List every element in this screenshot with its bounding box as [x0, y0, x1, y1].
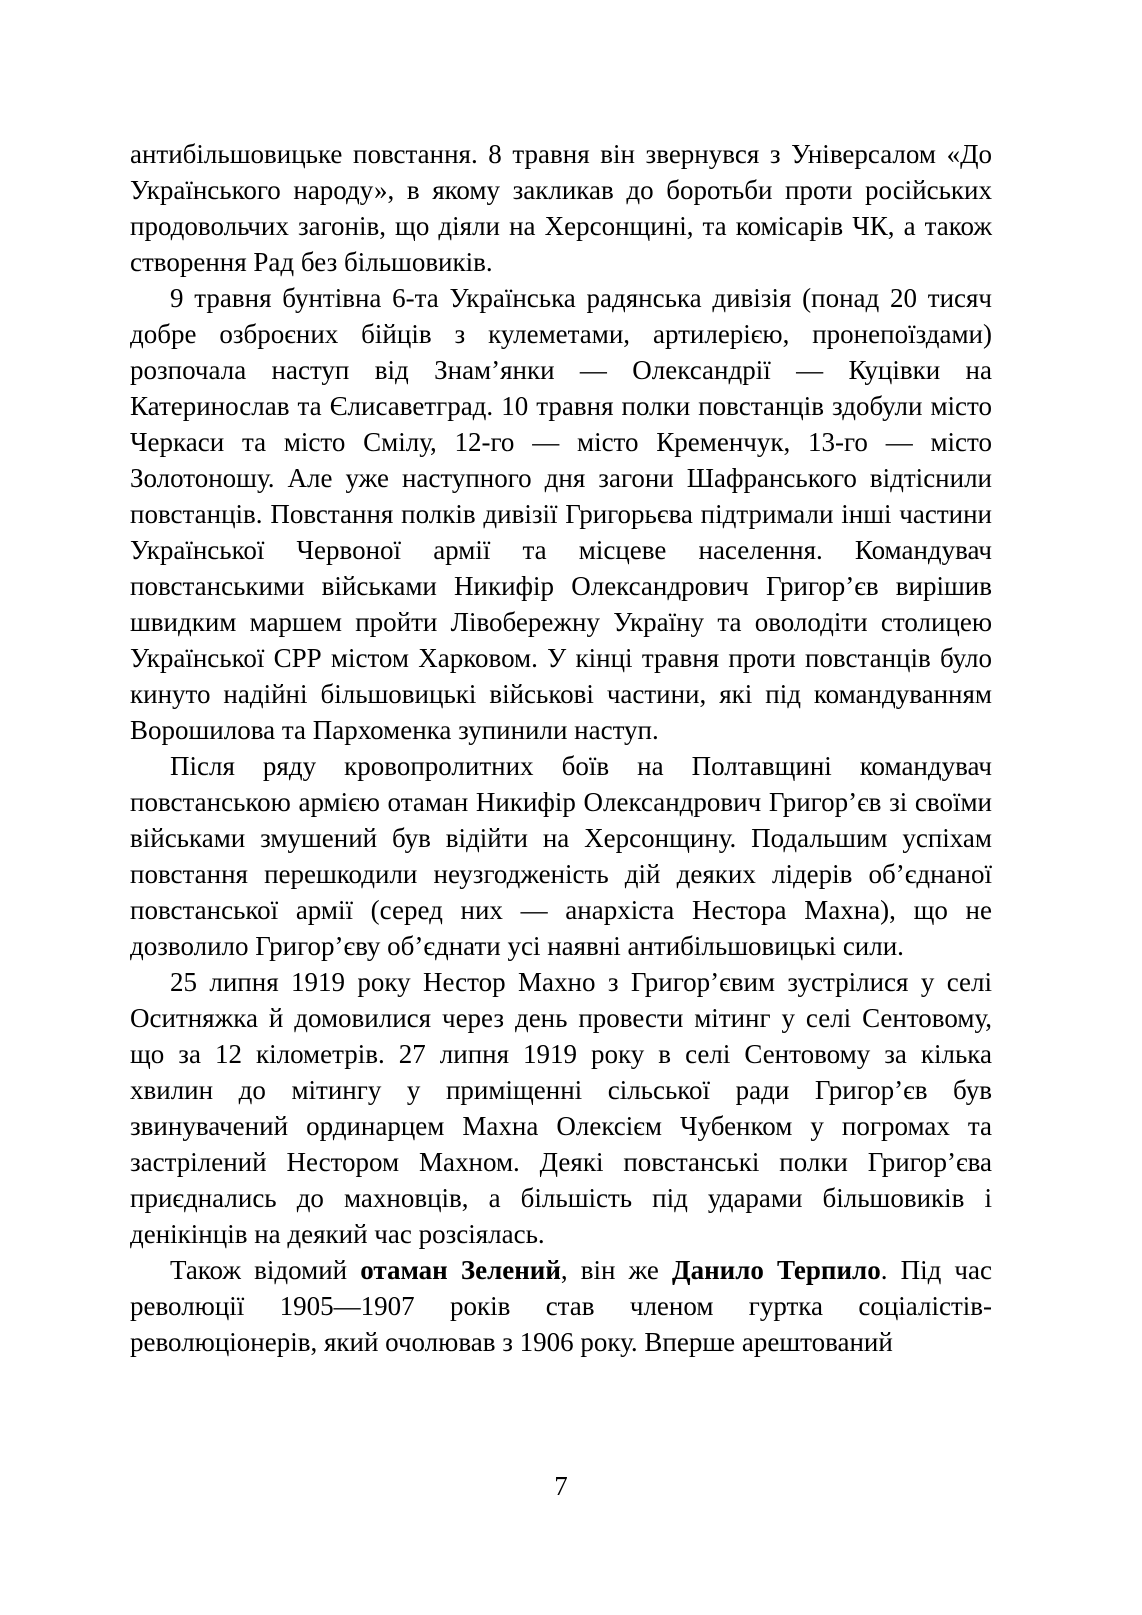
text-run: , він же: [560, 1255, 672, 1285]
text-run: . Під час революції 1905—1907 років став членом гуртка соціалістів-революціонерів, який очолював з 1906 року. Вперше арештований: [130, 1255, 992, 1357]
paragraph: [130, 136, 992, 280]
text-run: Також відомий: [170, 1255, 361, 1285]
text-run: 9 травня бунтівна 6-та Українська радянська дивізія (понад 20 тисяч добре озброєних бійців з кулеметами, артилерією, пронепоїздами) розпочала наступ від Знам’янки — Олександрії — Куцівки на Катеринослав та Єлисаветград. 10 травня полки повстанців здобули місто Черкаси та місто Смілу, 12-го — місто Кременчук, 13-го — місто Золотоношу. Але уже наступного дня загони Шафранського відтіснили повстанців. Повстання полків дивізії Григорьєва підтримали інші частини Української Червоної армії та місцеве населення. Командувач повстанськими військами Никифір Олександрович Григор’єв вирішив швидким маршем пройти Лівобережну Україну та оволодіти столицею Української СРР містом Харковом. У кінці травня проти повстанців було кинуто надійні більшовицькі військові частини, які під командуванням Ворошилова та Пархоменка зупинили наступ.: [130, 283, 992, 745]
paragraph: [130, 748, 992, 964]
text-run: 25 липня 1919 року Нестор Махно з Григор’євим зустрілися у селі Оситняжка й домовилися через день провести мітинг у селі Сентовому, що за 12 кілометрів. 27 липня 1919 року в селі Сентовому за кілька хвилин до мітингу у приміщенні сільської ради Григор’єв був звинувачений ординарцем Махна Олексієм Чубенком у погромах та застрілений Нестором Махном. Деякі повстанські полки Григор’єва приєднались до махновців, а більшість під ударами більшовиків і денікінців на деякий час розсіялась.: [130, 967, 992, 1249]
text-run: антибільшовицьке повстання. 8 травня він звернувся з Універсалом «До Українського народу», в якому закликав до боротьби проти російських продовольчих загонів, що діяли на Херсонщині, та комісарів ЧК, а також створення Рад без більшовиків.: [130, 139, 992, 277]
bold-text-run: Данило Терпило: [672, 1255, 881, 1285]
paragraph: [130, 964, 992, 1252]
paragraph: [130, 1252, 992, 1360]
paragraph: [130, 280, 992, 748]
bold-text-run: отаман Зелений: [360, 1255, 561, 1285]
page-number: 7: [554, 1471, 568, 1501]
text-block: [130, 136, 992, 1360]
text-run: Після ряду кровопролитних боїв на Полтавщині командувач повстанською армією отаман Никифір Олександрович Григор’єв зі своїми військами змушений був відійти на Херсонщину. Подальшим успіхам повстання перешкодили неузгодженість дій деяких лідерів об’єднаної повстанської армії (серед них — анархіста Нестора Махна), що не дозволило Григор’єву об’єднати усі наявні антибільшовицькі сили.: [130, 751, 992, 961]
